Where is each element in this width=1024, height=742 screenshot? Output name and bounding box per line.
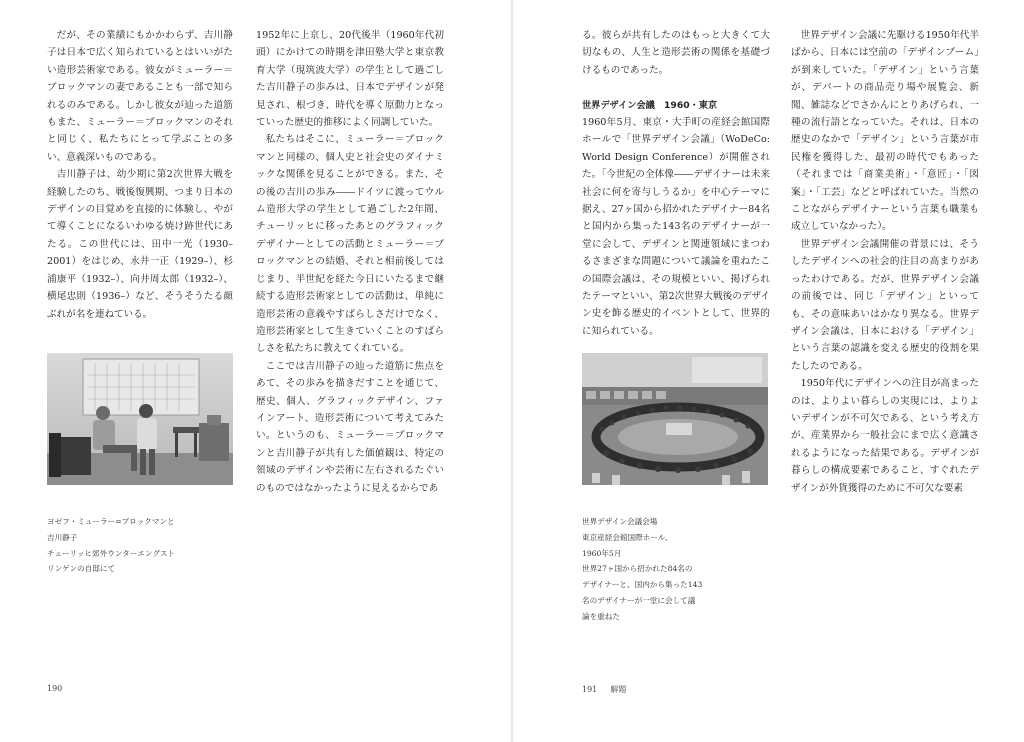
- paragraph: 1960年5月、東京・大手町の産経会館国際ホールで「世界デザイン会議」（WoDeCo: World Design Conference）が開催された。「今世紀の全体像――デザイナーは未来社会に何を寄与しうるか」を中心テーマに据え、27ヶ国から招かれたデザイナー84名と国内から集った143名のデザイナーが一堂に会して、デザインと関連領域にまつわるさまざまな問題について議論を重ねたこの国際会議は、その規模といい、掲げられたテーマといい、第2次世界大戦後のデザイン史を飾る歴史的イベントとして、世界的に知られている。: [582, 117, 770, 337]
- caption-line: 東京産経会館国際ホール、: [582, 532, 673, 542]
- caption-line: リンゲンの自邸にて: [47, 564, 116, 574]
- paragraph: 世界デザイン会議開催の背景には、そうしたデザインへの社会的注目の高まりがあったわけである。だが、世界デザイン会議の前後では、同じ「デザイン」といっても、その意味あいはかなり異なる。世界デザイン会議は、日本における「デザイン」という言葉の認識を変える歴史的役割を果たしたのである。: [791, 238, 979, 372]
- photo-caption: [47, 514, 175, 577]
- caption-line: 世界デザイン会議会場: [582, 517, 658, 526]
- section-heading: 世界デザイン会議 1960・東京: [582, 99, 718, 111]
- conference-photo: [582, 353, 768, 485]
- paragraph: 世界デザイン会議に先駆ける1950年代半ばから、日本には空前の「デザインブーム」が到来していた。「デザイン」という言葉が、デパートの商品売り場や展覧会、新聞、雑誌などでさかんにとりあげられ、一種の流行語となっていた。それは、日本の歴史のなかで「デザイン」という言葉が市民権を獲得した、最初の時代でもあった（それまでは「商業美術」・「意匠」・「図案」・「工芸」などと呼ばれていた。当然のことながらデザイナーという言葉も職業も成立していなかった）。: [791, 30, 979, 233]
- paragraph: ここでは吉川静子の辿った道筋に焦点をあて、その歩みを描きだすことを通じて、歴史、個人、グラフィックデザイン、ファインアート、造形芸術について考えてみたい。というのも、ミューラー＝ブロックマンと吉川静子が共有した価値観は、特定の領域のデザインや芸術に左右されるたぐいのものではなかったように見えるからであ: [256, 360, 444, 494]
- page-number: 190: [47, 684, 63, 693]
- caption-line: ヨゼフ・ミューラー=ブロックマンと: [47, 517, 175, 526]
- caption-line: チューリッヒ郊外ウンターエングスト: [47, 548, 176, 558]
- paragraph: 吉川静子は、幼少期に第2次世界大戦を経験したのち、戦後復興期、つまり日本のデザインの目覚めを直接的に体験し、やがて導くことになるいわゆる焼け跡世代にあたる。この世代には、田中一光（1930–2001）をはじめ、永井一正（1929–）、杉浦康平（1932–）、向井周太郎（1932–）、横尾忠則（1936–）など、そうそうたる顔ぶれが名を連ねている。: [47, 169, 233, 320]
- page-footer: [582, 684, 626, 695]
- photo-caption: [582, 514, 702, 625]
- caption-line: 1960年5月: [582, 548, 622, 558]
- paragraph: 私たちはそこに、ミューラー＝ブロックマンと同様の、個人史と社会史のダイナミックな関係を見ることができる。また、その後の吉川の歩み――ドイツに渡ってウルム造形大学の学生として過ごした2年間、チューリッヒに移ったあとのグラフィックデザイナーとしての活動とミューラー＝ブロックマンとの結婚、それと相前後してはじまり、半世紀を経た今日にいたるまで継続する造形芸術家としての活動は、単純に造形芸術の意義やすばらしさだけでなく、造形芸術家として生きていくことのすばらしさを私たちに教えてくれている。: [256, 134, 444, 355]
- left-text-column-1: [47, 27, 233, 323]
- running-head: 解題: [610, 685, 627, 694]
- right-text-column-2: [791, 27, 979, 494]
- paragraph: だが、その業績にもかかわらず、吉川静子は日本で広く知られているとはいいがたい造形芸術家である。彼女がミューラー＝ブロックマンの妻であることも一部で知られるのみである。しかし彼女が辿った道筋もまた、ミューラー＝ブロックマンのそれと同じく、私たちにとって学ぶことの多い、意義深いものである。: [47, 30, 233, 163]
- living-room-photo-illustration: [47, 353, 233, 485]
- caption-line: 名のデザイナーが一堂に会して議: [582, 595, 696, 605]
- paragraph: 1952年に上京し、20代後半（1960年代初頭）にかけての時期を津田塾大学と東京教育大学（現筑波大学）の学生として過ごした吉川静子の歩みは、日本でデザインが発見され、根づき、時代を導く原動力となっていった歴史的推移によく同調していた。: [256, 30, 444, 129]
- caption-line: 論を重ねた: [582, 611, 620, 621]
- paragraph: 1950年代にデザインへの注目が高まったのは、よりよい暮らしの実現には、よりよいデザインが不可欠である、という考え方が、産業界から一般社会にまで広く意識されるようになった結果である。デザインが暮らしの構成要素であること、すぐれたデザインが外貨獲得のために不可欠な要素: [791, 378, 979, 494]
- left-text-column-2: [256, 27, 444, 494]
- caption-line: デザイナーと、国内から集った143: [582, 580, 703, 590]
- paragraph: る。彼らが共有したのはもっと大きくて大切なもの、人生と造形芸術の関係を基礎づけるものであった。: [582, 30, 770, 76]
- conference-hall-photo-illustration: [582, 353, 768, 485]
- page-number: 191: [582, 685, 598, 694]
- portrait-photo: [47, 353, 233, 485]
- right-page: [513, 0, 1024, 742]
- left-page: [0, 0, 511, 742]
- caption-line: 吉川静子: [47, 532, 78, 542]
- right-text-column-1: [582, 27, 770, 340]
- caption-line: 世界27ヶ国から招かれた84名の: [582, 564, 693, 574]
